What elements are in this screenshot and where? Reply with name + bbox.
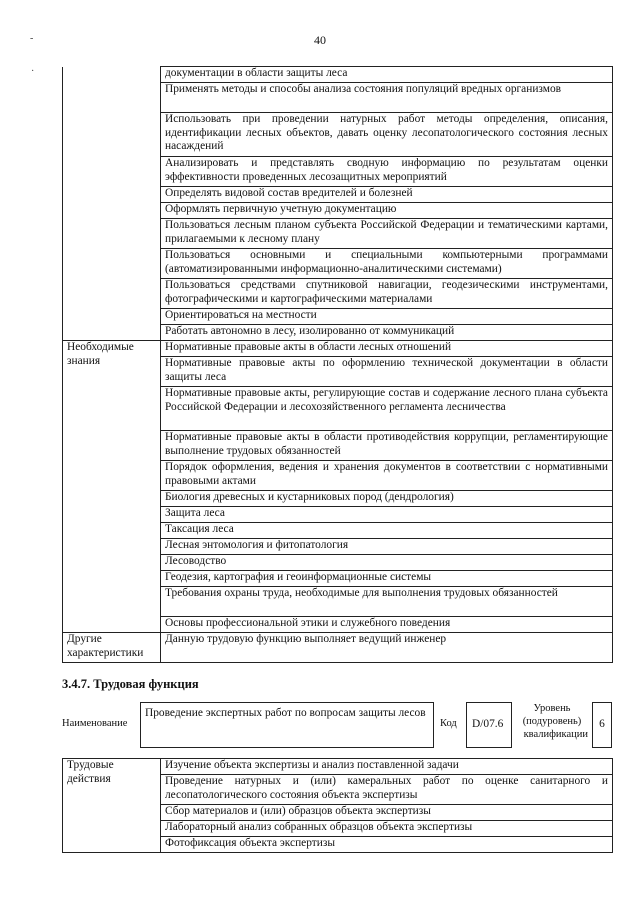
level-label-line-1: Уровень — [533, 703, 571, 714]
desc-cell: Лесоводство — [161, 554, 613, 570]
desc-cell: Порядок оформления, ведения и хранения документов в соответствии с нормативными правовыми актами — [161, 460, 613, 490]
desc-cell: Нормативные правовые акты в области противодействия коррупции, регламентирующие выполнение трудовых обязанностей — [161, 430, 613, 460]
desc-cell: Лабораторный анализ собранных образцов объекта экспертизы — [161, 821, 613, 837]
name-label: Наименование — [62, 718, 128, 729]
margin-mark-2: · — [31, 66, 35, 77]
desc-cell: Таксация леса — [161, 522, 613, 538]
level-box — [592, 702, 612, 748]
desc-cell: Работать автономно в лесу, изолированно от коммуникаций — [161, 324, 613, 340]
level-label — [516, 702, 588, 741]
desc-cell: Нормативные правовые акты по оформлению технической документации в области защиты леса — [161, 356, 613, 386]
desc-cell: Пользоваться основными и специальными компьютерными программами (автоматизированными информационно-аналитическими системами) — [161, 248, 613, 278]
margin-mark-1: - — [30, 33, 34, 44]
desc-cell: Пользоваться средствами спутниковой навигации, геодезическими инструментами, фотографическими и картографическими материалами — [161, 278, 613, 308]
desc-cell: Лесная энтомология и фитопатология — [161, 538, 613, 554]
table-row — [63, 67, 613, 83]
desc-cell: Защита леса — [161, 506, 613, 522]
section-heading: 3.4.7. Трудовая функция — [62, 677, 199, 691]
desc-cell: Фотофиксация объекта экспертизы — [161, 837, 613, 853]
requirements-table — [62, 66, 613, 663]
desc-cell: Проведение натурных и (или) камеральных работ по оценке санитарного и лесопатологического состояния объекта экспертизы — [161, 775, 613, 805]
label-cell-other: Другие характеристики — [63, 632, 161, 662]
name-box — [140, 702, 434, 748]
desc-cell: Изучение объекта экспертизы и анализ поставленной задачи — [161, 759, 613, 775]
table-row — [63, 759, 613, 775]
code-value: D/07.6 — [472, 718, 504, 730]
labor-actions-table — [62, 758, 613, 853]
desc-cell: Определять видовой состав вредителей и болезней — [161, 186, 613, 202]
label-cell-knowledge: Необходимые знания — [63, 340, 161, 632]
desc-cell: Нормативные правовые акты в области лесных отношений — [161, 340, 613, 356]
function-header — [62, 702, 614, 748]
table-row — [63, 340, 613, 356]
desc-cell: Ориентироваться на местности — [161, 308, 613, 324]
desc-cell: Оформлять первичную учетную документацию — [161, 202, 613, 218]
level-label-line-2: (подуровень) — [522, 716, 582, 727]
table-row — [63, 632, 613, 662]
label-cell-actions: Трудовые действия — [63, 759, 161, 853]
desc-cell: Пользоваться лесным планом субъекта Российской Федерации и тематическими картами, прилагаемыми к лесному плану — [161, 218, 613, 248]
desc-cell: Сбор материалов и (или) образцов объекта экспертизы — [161, 805, 613, 821]
code-label: Код — [440, 718, 457, 729]
desc-cell: Биология древесных и кустарниковых пород (дендрология) — [161, 490, 613, 506]
code-box — [466, 702, 512, 748]
desc-cell: Анализировать и представлять сводную информацию по результатам оценки эффективности проведенных лесозащитных мероприятий — [161, 156, 613, 186]
label-cell-skills — [63, 67, 161, 341]
page-number: 40 — [314, 33, 326, 47]
name-value: Проведение экспертных работ по вопросам защиты лесов — [145, 707, 426, 719]
desc-cell: Требования охраны труда, необходимые для выполнения трудовых обязанностей — [161, 586, 613, 616]
desc-cell: Нормативные правовые акты, регулирующие состав и содержание лесного плана субъекта Российской Федерации и лесохозяйственного регламента лесничества — [161, 386, 613, 430]
desc-cell: Геодезия, картография и геоинформационные системы — [161, 570, 613, 586]
desc-cell: Применять методы и способы анализа состояния популяций вредных организмов — [161, 82, 613, 112]
desc-cell: Данную трудовую функцию выполняет ведущий инженер — [161, 632, 613, 662]
desc-cell: документации в области защиты леса — [161, 67, 613, 83]
desc-cell: Использовать при проведении натурных работ методы определения, описания, идентификации лесных объектов, давать оценку лесопатологического состояния лесных насаждений — [161, 112, 613, 156]
level-value: 6 — [599, 718, 605, 730]
level-label-line-3: квалификации — [523, 729, 588, 740]
desc-cell: Основы профессиональной этики и служебного поведения — [161, 616, 613, 632]
